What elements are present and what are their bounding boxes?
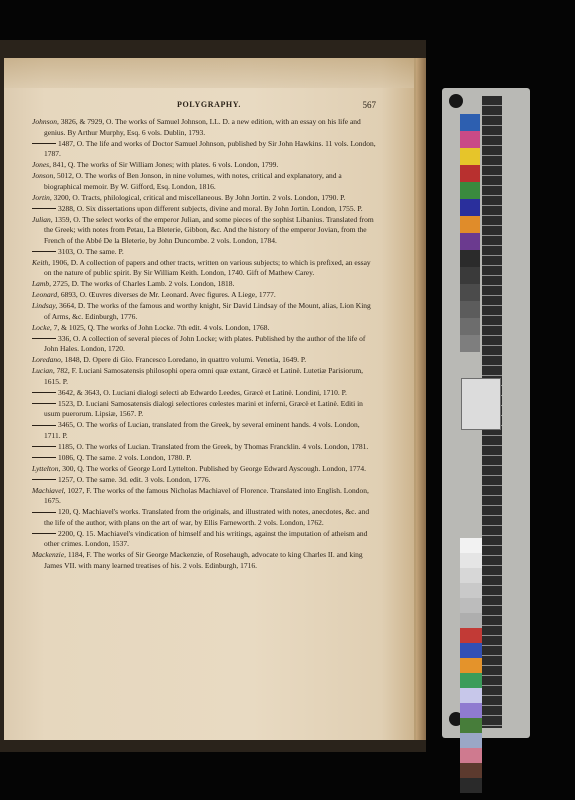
color-swatch xyxy=(460,114,480,131)
catalog-entry xyxy=(32,117,378,138)
ditto-dash xyxy=(32,479,56,480)
entry-text: 1359, O. The select works of the emperor Julian, and some pieces of the sophist Libanius. Translated from the Greek; with notes from Petau, La Bleterie, Gibbon, &c. And the history of the emperor Jovian, from the French of the Abbé De la Bleterie, by John Duncombe. 2 vols. London, 1784. xyxy=(44,214,374,245)
gray-swatch xyxy=(460,568,482,583)
catalog-entry xyxy=(32,420,378,441)
entry-author: Lindsay, xyxy=(32,301,58,310)
page-number: 567 xyxy=(362,100,376,110)
entry-text: 2725, D. The works of Charles Lamb. 2 vols. London, 1818. xyxy=(52,279,235,288)
catalog-entry xyxy=(32,301,378,322)
page-edge xyxy=(416,58,426,740)
catalog-entry xyxy=(32,507,378,528)
gray-swatches xyxy=(460,538,482,793)
color-swatch xyxy=(460,284,480,301)
entry-text: 336, O. A collection of several pieces of John Locke; with plates. Published by the author of the life of John Hales. London, 1720. xyxy=(44,333,366,353)
color-swatch xyxy=(460,148,480,165)
entry-author: Jonson, xyxy=(32,171,56,180)
gray-swatch xyxy=(460,643,482,658)
entry-text: 3103, O. The same. P. xyxy=(58,246,124,256)
gray-swatch xyxy=(460,763,482,778)
color-swatch xyxy=(460,165,480,182)
ditto-dash xyxy=(32,457,56,458)
color-swatch xyxy=(460,216,480,233)
entry-author: Johnson, xyxy=(32,117,59,126)
catalog-entry xyxy=(32,247,378,258)
catalog-entry xyxy=(32,453,378,464)
ditto-dash xyxy=(32,512,56,513)
gray-swatch xyxy=(460,598,482,613)
gray-swatch xyxy=(460,583,482,598)
color-swatch xyxy=(460,301,480,318)
entry-author: Jortin, xyxy=(32,192,52,202)
ditto-dash xyxy=(32,446,56,447)
chart-hole-top xyxy=(449,94,463,108)
entry-text: 1027, F. The works of the famous Nicholas Machiavel of Florence. Translated into English. London, 1675. xyxy=(44,485,369,505)
color-swatch xyxy=(460,318,480,335)
entry-text: 3288, O. Six dissertations upon different subjects, divine and moral. By John Jortin. London, 1755. P. xyxy=(58,203,363,213)
entry-text: 3664, D. The works of the famous and worthy knight, Sir David Lindsay of the Mount, alias, Lion King of Arms, &c. Edinburgh, 1776. xyxy=(44,301,371,321)
color-swatch xyxy=(460,250,480,267)
entry-text: 1487, O. The life and works of Doctor Samuel Johnson, published by Sir John Hawkins. 11 vols. London, 1787. xyxy=(44,138,376,158)
catalog-entry xyxy=(32,464,378,475)
gray-swatch xyxy=(460,718,482,733)
catalog-entry xyxy=(32,258,378,279)
color-swatch xyxy=(460,182,480,199)
entry-author: Keith, xyxy=(32,257,51,267)
catalog-entry xyxy=(32,160,378,171)
color-calibration-chart xyxy=(442,88,530,738)
running-head: POLYGRAPHY. xyxy=(176,100,242,109)
entry-text: 782, F. Luciani Samosatensis philosophi opera omni quæ extant, Græcè et Latinè. Lutetiæ Parisiorum, 1615. P. xyxy=(44,366,364,386)
entry-text: 7, & 1025, Q. The works of John Locke. 7th edit. 4 vols. London, 1768. xyxy=(53,322,270,332)
gray-swatch xyxy=(460,673,482,688)
entry-text: 5012, O. The works of Ben Jonson, in nine volumes, with notes, critical and explanatory, and a biographical memoir. By W. Gifford, Esq. London, 1816. xyxy=(44,171,342,191)
catalog-entry xyxy=(32,193,378,204)
entry-author: Mackenzie, xyxy=(32,550,66,559)
entry-author: Lyttelton, xyxy=(32,463,61,473)
entry-text: 1257, O. The same. 3d. edit. 3 vols. London, 1776. xyxy=(58,474,211,484)
catalog-entry xyxy=(32,442,378,453)
gray-swatch xyxy=(460,658,482,673)
catalog-entry xyxy=(32,215,378,247)
catalog-entry xyxy=(32,388,378,399)
gray-swatch xyxy=(460,688,482,703)
ditto-dash xyxy=(32,403,56,404)
color-swatches xyxy=(460,114,480,352)
page-header xyxy=(4,100,414,112)
entry-text: 1184, F. The works of Sir George Mackenzie, of Rosehaugh, advocate to king Charles II. and king James VII. with many learned treatises of his. 2 vols. Edinburgh, 1716. xyxy=(44,550,363,570)
gray-swatch xyxy=(460,553,482,568)
ditto-dash xyxy=(32,338,56,339)
ditto-dash xyxy=(32,143,56,144)
color-swatch xyxy=(460,199,480,216)
entry-author: Lamb, xyxy=(32,279,51,288)
gray-swatch xyxy=(460,703,482,718)
entry-text: 3642, & 3643, O. Luciani dialogi selecti ab Edwardo Leedes, Græcè et Latinè. Londini, 1710. P. xyxy=(58,387,347,397)
entry-author: Loredano, xyxy=(32,355,63,364)
catalog-entry xyxy=(32,475,378,486)
book-page xyxy=(4,58,416,740)
entry-text: 1086, Q. The same. 2 vols. London, 1780. P. xyxy=(58,452,192,462)
ditto-dash xyxy=(32,533,56,534)
ditto-dash xyxy=(32,425,56,426)
catalog-entry xyxy=(32,139,378,160)
catalog-entry xyxy=(32,550,378,571)
entry-author: Lucian, xyxy=(32,366,55,375)
entry-text: 2200, Q. 15. Machiavel's vindication of himself and his writings, against the imputation of atheism and other crimes. London, 1537. xyxy=(44,528,368,548)
catalog-entry xyxy=(32,279,378,290)
catalog-entry xyxy=(32,290,378,301)
color-swatch xyxy=(460,233,480,250)
color-swatch xyxy=(460,131,480,148)
ditto-dash xyxy=(32,208,56,209)
gray-swatch xyxy=(460,778,482,793)
catalog-entry xyxy=(32,355,378,366)
ditto-dash xyxy=(32,392,56,393)
catalog-entry xyxy=(32,399,378,420)
entry-text: 1523, D. Luciani Samosatensis dialogi selectiores cœlestes marini et inferni, Græcè et Latinè. Editi in usum puerorum. Lipsiæ, 1567. P. xyxy=(44,398,363,418)
catalog-entry xyxy=(32,486,378,507)
entry-author: Machiavel, xyxy=(32,485,66,495)
entry-text: 3465, O. The works of Lucian, translated from the Greek, by several eminent hands. 4 vols. London, 1711. P. xyxy=(44,420,360,440)
gray-swatch xyxy=(460,748,482,763)
catalog-entry xyxy=(32,334,378,355)
entry-text: 841, Q. The works of Sir William Jones; with plates. 6 vols. London, 1799. xyxy=(52,160,279,169)
ditto-dash xyxy=(32,251,56,252)
gray-swatch xyxy=(460,538,482,553)
entry-author: Julian, xyxy=(32,214,53,224)
catalog-entry xyxy=(32,204,378,215)
gray-swatch xyxy=(460,628,482,643)
gray-swatch xyxy=(460,613,482,628)
color-swatch xyxy=(460,335,480,352)
entry-author: Locke, xyxy=(32,322,52,332)
entry-text: 1906, D. A collection of papers and other tracts, written on various subjects; to which is prefixed, an essay on the nature of public spirit. By Sir William Keith. London, 1740. Gift of Mathew Carey. xyxy=(44,257,371,277)
gray-swatch xyxy=(460,733,482,748)
color-swatch xyxy=(460,267,480,284)
catalog-entries xyxy=(32,117,378,572)
chart-target-block xyxy=(461,378,501,430)
entry-author: Jones, xyxy=(32,160,51,169)
entry-author: Leonard, xyxy=(32,290,60,299)
catalog-entry xyxy=(32,366,378,387)
entry-text: 1848, D. Opere di Gio. Francesco Loredano, in quattro volumi. Venetia, 1649. P. xyxy=(64,355,307,364)
entry-text: 3200, O. Tracts, philological, critical and miscellaneous. By John Jortin. 2 vols. London, 1790. P. xyxy=(53,192,346,202)
entry-text: 300, Q. The works of George Lord Lyttelton. Published by George Edward Ayscough. London, 1774. xyxy=(62,463,367,473)
catalog-entry xyxy=(32,171,378,192)
entry-text: 1185, O. The works of Lucian. Translated from the Greek, by Thomas Francklin. 4 vols. London, 1781. xyxy=(58,441,369,451)
entry-text: 6893, O. Œuvres diverses de Mr. Leonard. Avec figures. A Liege, 1777. xyxy=(60,290,276,299)
entry-text: 120, Q. Machiavel's works. Translated from the originals, and illustrated with notes, anecdotes, &c. and the life of the author, with plans on the art of war, by Ellis Farneworth. 2 vols. London, 1762. xyxy=(44,507,370,527)
catalog-entry xyxy=(32,323,378,334)
catalog-entry xyxy=(32,529,378,550)
entry-text: 3826, & 7929, O. The works of Samuel Johnson, LL. D. a new edition, with an essay on his life and genius. By Arthur Murphy, Esq. 6 vols. Dublin, 1793. xyxy=(44,117,361,137)
